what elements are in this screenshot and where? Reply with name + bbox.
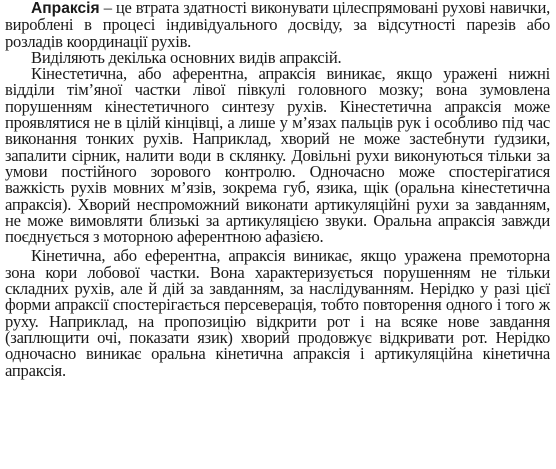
paragraph-kinetic-apraxia: Кінетична, або еферентна, апраксія виникає, якщо уражена премоторна зона кори лобової частки. Вона характеризується порушенням не тільки складних рухів, але й дій за завданням, за наслідуванням. Нерідко у разі цієї форми апраксії спостерігається персеверація, тобто повторення одного і того ж руху. Наприклад, на пропозицію відкрити рот і на всяке нове завдання (заплющити очі, показати язик) хворий продовжує відкривати рот. Нерідко одночасно виникає оральна кінетична апраксія і артикуляційна кінетична апраксія. [5, 246, 550, 380]
paragraph-types-intro: Виділяють декілька основних видів апраксій. [31, 47, 342, 67]
term-heading: Апраксія [31, 0, 100, 17]
paragraph-kinesthetic-apraxia: Кінестетична, або аферентна, апраксія виникає, якщо уражені нижні відділи тім’яної частки лівої півкулі головного мозку; вона зумовлена порушенням кінестетичного синтезу рухів. Кінестетична апраксія може проявлятися не в цілій кінцівці, а лише у м’язах пальців рук і особливо під час виконання тонких рухів. Наприклад, хворий не може застебнути ґудзики, запалити сірник, налити води в склянку. Довільні рухи виконуються тільки за умови постійного зорового контролю. Одночасно може спостерігатися важкість рухів мовних м’язів, зокрема губ, язика, щік (оральна кінестетична апраксія). Хворий неспроможний виконати артикуляційні рухи за завданням, не може вимовляти близькі за артикуляцією звуки. Оральна апраксія завжди поєднується з моторною аферентною афазією. [5, 64, 550, 247]
paragraph-definition [5, 0, 550, 50]
definition-text: – це втрата здатності виконувати цілеспрямовані рухові навички, вироблені в процесі індивідуального досвіду, за відсутності парезів або розладів координації рухів. [5, 0, 550, 51]
